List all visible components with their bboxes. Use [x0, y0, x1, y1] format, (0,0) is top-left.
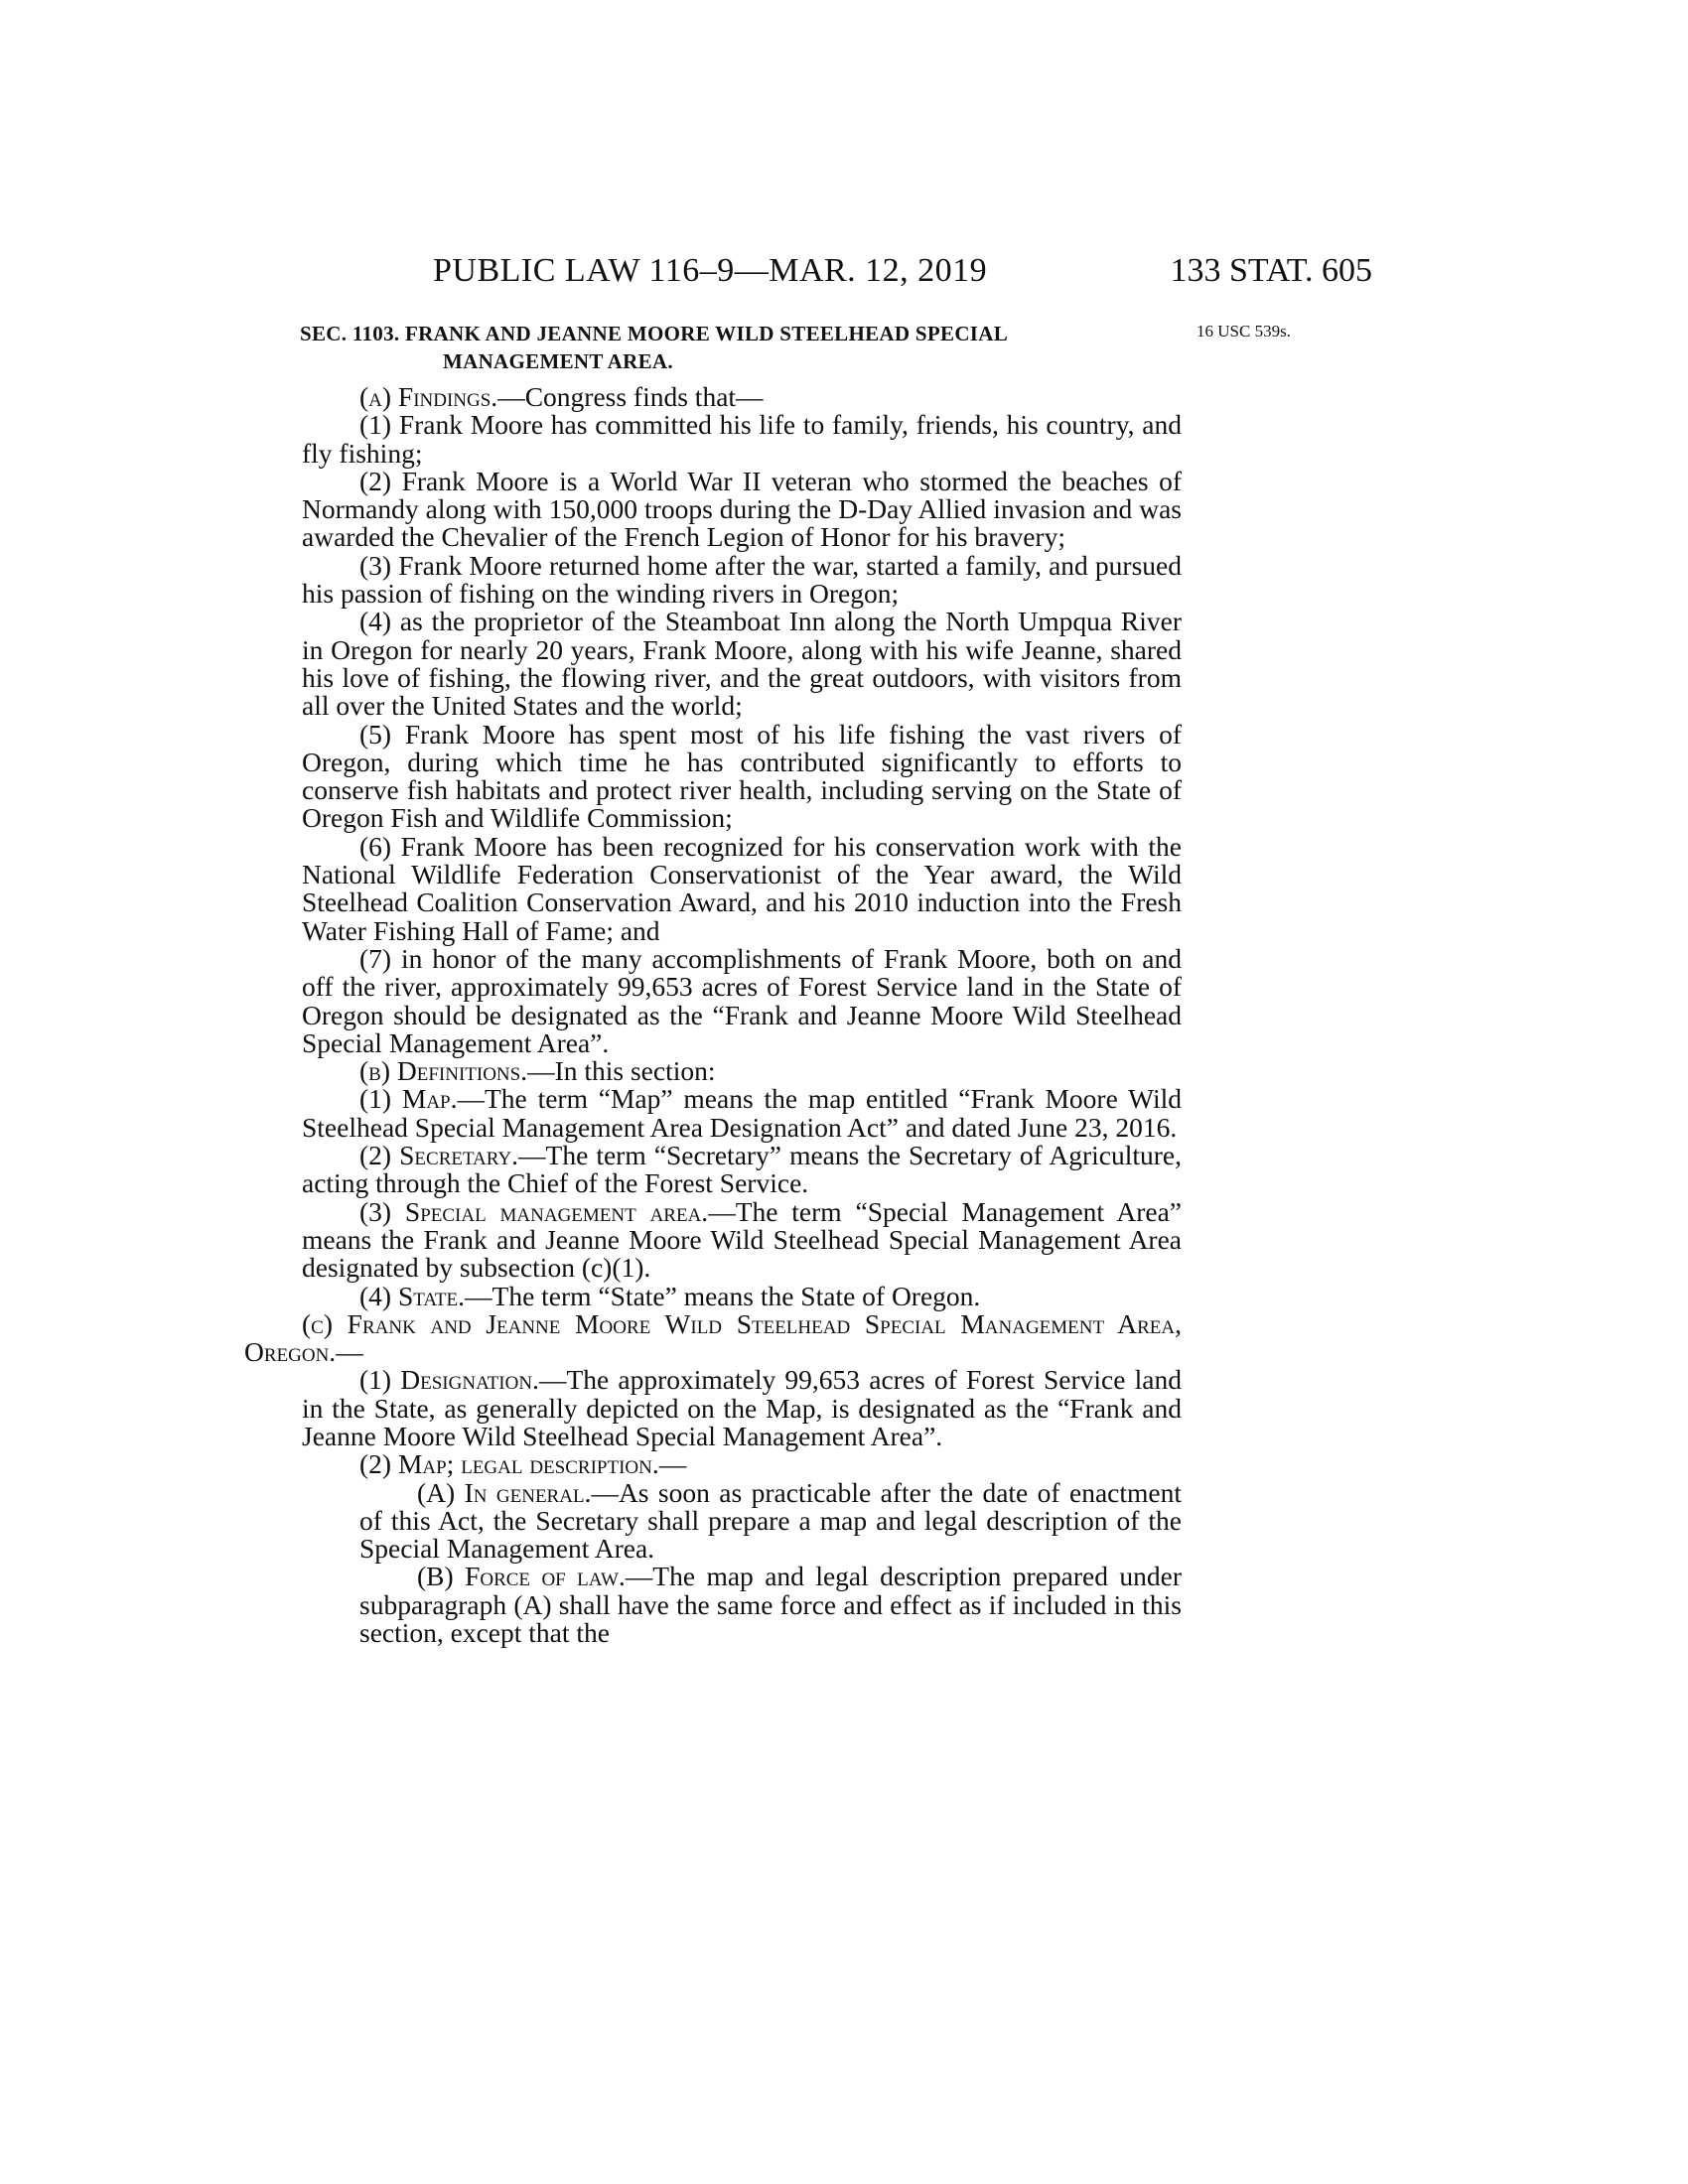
- finding-3: (3) Frank Moore returned home after the war, started a family, and pursued his passion of fishing on the winding rivers in Oregon;: [302, 549, 1182, 610]
- map-legal-description: [302, 1450, 1182, 1478]
- finding-5: (5) Frank Moore has spent most of his life fishing the vast rivers of Oregon, during which time he has contributed significantly to efforts to conserve fish habitats and protect river health, including serving on the State of Oregon Fish and Wildlife Commission;: [302, 718, 1182, 834]
- subsection-a-text: —Congress finds that—: [497, 381, 764, 412]
- running-head-title: PUBLIC LAW 116–9—MAR. 12, 2019: [433, 252, 988, 289]
- map-legal-description-label: (2) Map; legal description.: [359, 1448, 659, 1480]
- subsection-b-text: —In this section:: [527, 1055, 716, 1087]
- finding-1: (1) Frank Moore has committed his life to family, friends, his country, and fly fishing;: [302, 409, 1182, 469]
- finding-6: (6) Frank Moore has been recognized for his conservation work with the National Wildlife Federation Conservationist of the Year award, the Wild Steelhead Coalition Conservation Award, and his 2010 induction into the Fresh Water Fishing Hall of Fame; and: [302, 830, 1182, 946]
- subsection-c-label: (c) Frank and Jeanne Moore Wild Steelhead Special Management Area, Oregon.: [244, 1307, 1182, 1368]
- definition-state-label: (4) State.: [359, 1280, 466, 1311]
- definition-map-label: (1) Map.: [359, 1083, 458, 1115]
- designation: [302, 1366, 1182, 1450]
- section-body: [244, 381, 1183, 1649]
- definition-secretary-text: —The term “Secretary” means the Secretary of Agriculture, acting through the Chief of the Forest Service.: [302, 1140, 1182, 1199]
- subparagraph-b: [302, 1563, 1182, 1647]
- definition-secretary-label: (2) Secretary.: [359, 1140, 519, 1171]
- finding-2: (2) Frank Moore is a World War II veteran who stormed the beaches of Normandy along with 150,000 troops during the D-Day Allied invasion and was awarded the Chevalier of the French Legion of Honor for his bravery;: [302, 465, 1182, 553]
- definition-state: [302, 1280, 1182, 1311]
- subparagraph-a: [302, 1476, 1182, 1565]
- subparagraph-a-text: —As soon as practicable after the date of enactment of this Act, the Secretary shall prepare a map and legal description of the Special Management Area.: [359, 1476, 1182, 1565]
- section-heading-line-2: MANAGEMENT AREA.: [443, 349, 673, 373]
- subparagraph-b-text: —The map and legal description prepared under subparagraph (A) shall have the same force and effect as if included in this section, except that the: [359, 1561, 1182, 1649]
- subsection-b: [302, 1057, 1182, 1085]
- map-legal-description-text: —: [658, 1448, 687, 1480]
- subsection-b-label: (b) Definitions.: [359, 1055, 528, 1087]
- definition-secretary: [302, 1142, 1182, 1198]
- definition-sma-text: —The term “Special Management Area” means the Frank and Jeanne Moore Wild Steelhead Special Management Area designated by subsection (c)(1).: [302, 1195, 1182, 1284]
- subparagraph-a-label: (A) In general.: [417, 1476, 592, 1508]
- definition-map: [302, 1085, 1182, 1142]
- margin-citation: 16 USC 539s.: [1196, 322, 1291, 341]
- section-heading-line-1: SEC. 1103. FRANK AND JEANNE MOORE WILD STEELHEAD SPECIAL: [300, 322, 1009, 345]
- finding-7: (7) in honor of the many accomplishments of Frank Moore, both on and off the river, approximately 99,653 acres of Forest Service land in the State of Oregon should be designated as the “Frank and Jeanne Moore Wild Steelhead Special Management Area”.: [302, 942, 1182, 1058]
- page-folio: 133 STAT. 605: [1170, 252, 1372, 289]
- subsection-c-text: —: [336, 1336, 363, 1368]
- definition-state-text: —The term “State” means the State of Oregon.: [465, 1280, 981, 1311]
- definition-sma-label: (3) Special management area.: [359, 1195, 709, 1227]
- running-head: [0, 252, 1688, 292]
- designation-label: (1) Designation.: [359, 1364, 539, 1396]
- subsection-a-label: (a) Findings.: [359, 381, 498, 412]
- definition-special-management-area: [302, 1195, 1182, 1284]
- subsection-a: [302, 383, 1182, 411]
- section-heading: [300, 320, 1184, 375]
- subsection-c: [244, 1307, 1182, 1368]
- definition-map-text: —The term “Map” means the map entitled “Frank Moore Wild Steelhead Special Management Area Designation Act” and dated June 23, 2016.: [302, 1083, 1182, 1143]
- subparagraph-b-label: (B) Force of law.: [417, 1561, 626, 1592]
- finding-4: (4) as the proprietor of the Steamboat Inn along the North Umpqua River in Oregon for nearly 20 years, Frank Moore, along with his wife Jeanne, shared his love of fishing, the flowing river, and the great outdoors, with visitors from all over the United States and the world;: [302, 606, 1182, 722]
- designation-text: —The approximately 99,653 acres of Forest Service land in the State, as generally depicted on the Map, is designated as the “Frank and Jeanne Moore Wild Steelhead Special Management Area”.: [302, 1364, 1183, 1451]
